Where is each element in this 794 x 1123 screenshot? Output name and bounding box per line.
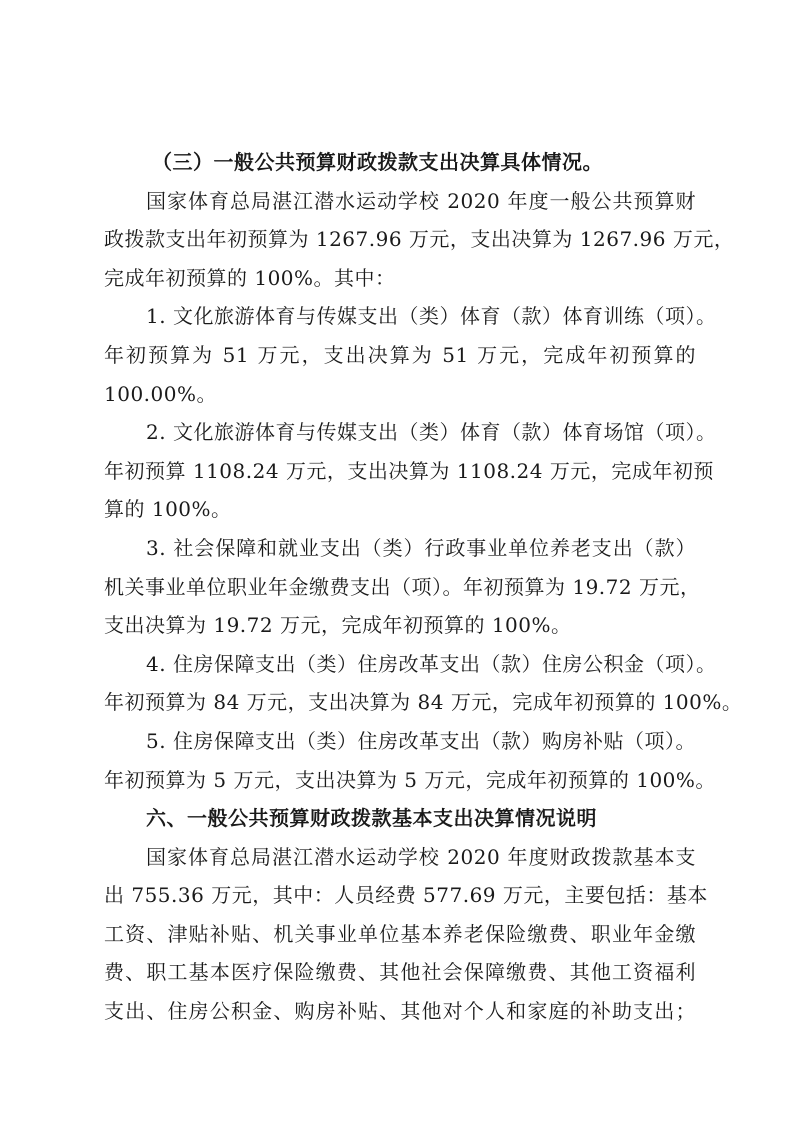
paragraph-line: 国家体育总局湛江潜水运动学校 2020 年度财政拨款基本支 (146, 844, 696, 869)
paragraph-line: 100.00%。 (104, 381, 217, 406)
document-body (104, 143, 743, 1031)
list-item (104, 413, 717, 529)
paragraph-line: 支出、住房公积金、购房补贴、其他对个人和家庭的补助支出； (104, 999, 696, 1024)
paragraph-line: 算的 100%。 (104, 497, 232, 522)
paragraph-line: 费、职工基本医疗保险缴费、其他社会保障缴费、其他工资福利 (104, 960, 696, 985)
paragraph-line: 5. 住房保障支出（类）住房改革支出（款）购房补贴（项）。 (146, 728, 696, 753)
paragraph-line: 机关事业单位职业年金缴费支出（项）。年初预算为 19.72 万元， (104, 574, 701, 599)
basic-expenditure-paragraph (104, 838, 708, 1031)
list-item (104, 529, 701, 645)
paragraph-line: 支出决算为 19.72 万元，完成年初预算的 100%。 (104, 613, 572, 638)
intro-paragraph (104, 182, 735, 298)
section-heading: （三）一般公共预算财政拨款支出决算具体情况。 (152, 150, 603, 174)
list-item (104, 722, 716, 799)
paragraph-line: 年初预算为 5 万元，支出决算为 5 万元，完成年初预算的 100%。 (104, 767, 716, 792)
paragraph-line: 工资、津贴补贴、机关事业单位基本养老保险缴费、职业年金缴 (104, 921, 696, 946)
section-heading: 六、一般公共预算财政拨款基本支出决算情况说明 (146, 806, 597, 831)
paragraph-line: 完成年初预算的 100%。其中： (104, 265, 396, 290)
paragraph-line: 年初预算为 84 万元，支出决算为 84 万元，完成年初预算的 100%。 (104, 690, 743, 715)
paragraph-line: 年初预算 1108.24 万元，支出决算为 1108.24 万元，完成年初预 (104, 458, 714, 483)
paragraph-line: 年初预算为 51 万元，支出决算为 51 万元，完成年初预算的 (104, 342, 696, 367)
paragraph-line: 1. 文化旅游体育与传媒支出（类）体育（款）体育训练（项）。 (146, 304, 717, 329)
paragraph-line: 4. 住房保障支出（类）住房改革支出（款）住房公积金（项）。 (146, 651, 717, 676)
list-item (104, 645, 743, 722)
paragraph-line: 国家体育总局湛江潜水运动学校 2020 年度一般公共预算财 (146, 188, 696, 213)
paragraph-line: 2. 文化旅游体育与传媒支出（类）体育（款）体育场馆（项）。 (146, 420, 717, 445)
paragraph-line: 政拨款支出年初预算为 1267.96 万元，支出决算为 1267.96 万元， (104, 227, 735, 252)
list-item (104, 297, 717, 413)
paragraph-line: 3. 社会保障和就业支出（类）行政事业单位养老支出（款） (146, 535, 696, 560)
paragraph-line: 出 755.36 万元，其中：人员经费 577.69 万元，主要包括：基本 (104, 883, 708, 908)
